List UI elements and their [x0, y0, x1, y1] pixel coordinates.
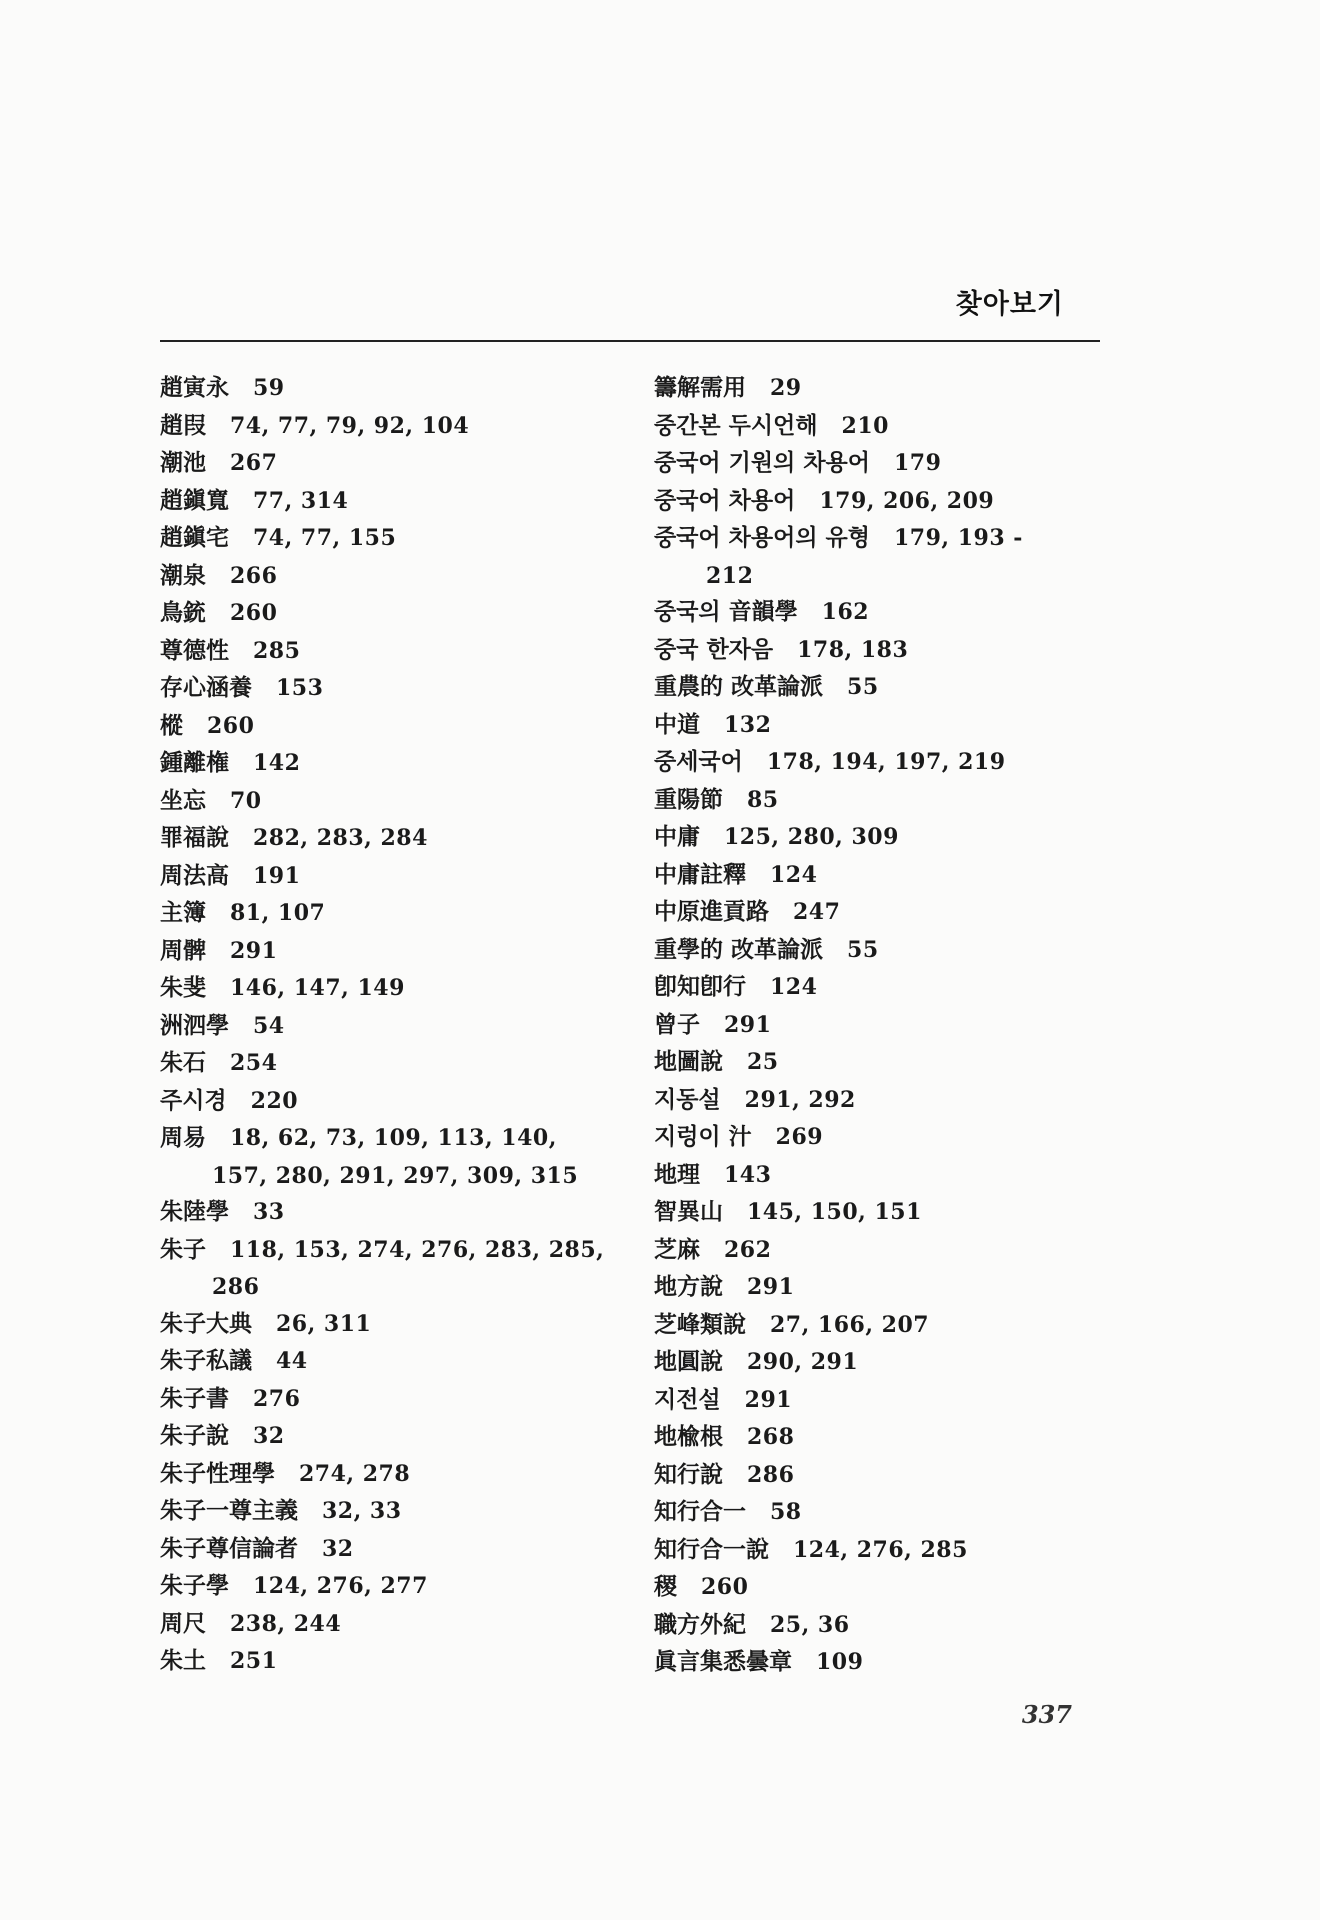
index-term: 主簿 [160, 899, 206, 926]
index-entry [160, 1568, 620, 1606]
index-pages: 145, 150, 151 [747, 1199, 922, 1225]
index-term: 중국의 音韻學 [654, 598, 798, 625]
index-term: 중국어 차용어의 유형 [654, 524, 870, 551]
index-term: 趙鎭寬 [160, 486, 229, 514]
index-term: 중국 한자음 [654, 635, 774, 663]
index-term: 知行合一 [654, 1498, 746, 1525]
index-term: 朱陸學 [160, 1198, 229, 1225]
index-term: 重陽節 [654, 785, 723, 813]
index-term: 鍾離権 [160, 749, 229, 776]
index-pages: 179, 193 - [893, 525, 1023, 551]
index-term: 地理 [654, 1160, 700, 1188]
index-entry [160, 745, 620, 783]
index-term: 鳥銃 [160, 599, 206, 626]
index-term: 地圖說 [654, 1048, 723, 1075]
index-entry [160, 1232, 620, 1306]
index-pages: 291 [747, 1274, 795, 1300]
index-term: 周易 [160, 1124, 206, 1151]
index-pages: 276 [253, 1385, 301, 1412]
index-entry [654, 1007, 1074, 1045]
index-entry [654, 1119, 1074, 1157]
index-term: 芝麻 [654, 1235, 700, 1263]
index-term: 周髀 [160, 936, 206, 964]
index-entry [160, 633, 620, 671]
index-term: 지렁이 汁 [654, 1123, 752, 1150]
index-entry [160, 820, 620, 858]
index-pages: 238, 244 [230, 1610, 342, 1637]
index-pages-continued: 286 [212, 1274, 260, 1300]
index-term: 朱子一尊主義 [160, 1497, 298, 1524]
index-entry [654, 1344, 1074, 1382]
index-entry [654, 782, 1074, 820]
index-term: 知行說 [654, 1460, 723, 1488]
index-entry [160, 1456, 620, 1494]
index-term: 存心涵養 [160, 674, 252, 701]
index-pages-continued: 157, 280, 291, 297, 309, 315 [212, 1162, 579, 1189]
index-entry [654, 1194, 1074, 1232]
index-entry [160, 1008, 620, 1046]
index-term: 趙寅永 [160, 374, 229, 401]
index-entry [654, 1644, 1074, 1682]
index-entry [654, 744, 1074, 782]
index-entry [160, 708, 620, 746]
index-pages: 25, 36 [770, 1611, 850, 1638]
index-pages: 81, 107 [230, 900, 326, 926]
index-term: 重學的 改革論派 [654, 935, 824, 963]
index-entry [160, 595, 620, 633]
index-pages: 55 [847, 936, 879, 963]
index-pages: 27, 166, 207 [770, 1311, 930, 1338]
index-pages: 260 [701, 1574, 749, 1600]
index-term: 朱子書 [160, 1384, 229, 1412]
index-entry [160, 1045, 620, 1083]
index-term: 地圓說 [654, 1348, 723, 1375]
index-term: 周法高 [160, 861, 229, 889]
index-term: 智異山 [654, 1198, 723, 1225]
index-entry [160, 933, 620, 971]
index-pages: 85 [747, 786, 779, 813]
index-term: 職方外紀 [654, 1610, 746, 1638]
index-term: 朱子說 [160, 1422, 229, 1449]
index-pages: 153 [276, 675, 324, 701]
index-entry [160, 1418, 620, 1456]
index-term: 朱石 [160, 1049, 206, 1076]
index-entry [654, 1269, 1074, 1307]
index-term: 籌解需用 [654, 374, 746, 401]
index-entry [654, 1419, 1074, 1457]
index-entry [160, 1194, 620, 1232]
index-term: 地方說 [654, 1273, 723, 1300]
index-entry [160, 1531, 620, 1569]
index-pages: 268 [747, 1424, 795, 1450]
index-pages: 54 [253, 1012, 285, 1039]
index-term: 朱土 [160, 1647, 206, 1674]
index-entry [654, 1569, 1074, 1607]
index-term: 朱子大典 [160, 1309, 252, 1337]
index-entry [654, 1044, 1074, 1082]
index-term: 重農的 改革論派 [654, 673, 824, 700]
index-pages: 290, 291 [747, 1349, 859, 1375]
index-term: 중간본 두시언해 [654, 411, 818, 439]
index-pages: 267 [230, 450, 278, 476]
index-entry [654, 1382, 1074, 1420]
index-pages: 26, 311 [276, 1310, 372, 1337]
index-entry [654, 857, 1074, 895]
index-term: 주시경 [160, 1086, 227, 1114]
index-entry [654, 969, 1074, 1007]
index-pages: 274, 278 [299, 1460, 411, 1487]
index-pages: 44 [276, 1348, 308, 1374]
index-pages: 132 [724, 711, 772, 738]
index-entry [160, 783, 620, 821]
index-term: 朱子 [160, 1235, 206, 1263]
index-pages: 266 [230, 562, 278, 589]
index-pages: 291 [724, 1011, 772, 1038]
header-rule [160, 340, 1100, 342]
index-pages: 291, 292 [744, 1086, 856, 1113]
index-pages: 269 [775, 1124, 824, 1150]
index-term: 潮池 [160, 449, 206, 476]
index-pages: 254 [230, 1050, 278, 1076]
index-entry [160, 1306, 620, 1344]
index-entry [654, 1307, 1074, 1345]
index-pages: 260 [230, 600, 278, 626]
index-entry [160, 670, 620, 708]
index-entry [654, 1532, 1074, 1570]
index-term: 卽知卽行 [654, 973, 746, 1000]
index-pages: 179 [893, 450, 942, 476]
index-term: 中庸 [654, 823, 700, 850]
index-term: 지동설 [654, 1085, 721, 1113]
index-entry [654, 669, 1074, 707]
index-term: 趙鎭宅 [160, 524, 229, 551]
index-term: 趙叚 [160, 411, 206, 439]
index-entry [654, 520, 1074, 594]
index-term: 眞言集悉曇章 [654, 1648, 792, 1675]
index-entry [654, 1232, 1074, 1270]
index-entry [654, 1082, 1074, 1120]
index-term: 中道 [654, 710, 700, 738]
index-entry [654, 1607, 1074, 1645]
index-pages: 282, 283, 284 [253, 825, 428, 851]
index-pages: 262 [724, 1236, 772, 1263]
index-term: 潮泉 [160, 561, 206, 589]
index-pages: 77, 314 [253, 487, 349, 514]
index-term: 周尺 [160, 1609, 206, 1637]
index-pages: 146, 147, 149 [230, 975, 405, 1001]
index-pages: 74, 77, 79, 92, 104 [230, 412, 470, 439]
index-entry [160, 1343, 620, 1381]
index-pages: 260 [207, 712, 255, 739]
index-pages: 291 [230, 937, 278, 964]
index-term: 中庸註釋 [654, 860, 746, 888]
index-entry [654, 445, 1074, 483]
index-term: 中原進貢路 [654, 898, 769, 925]
index-entry [654, 819, 1074, 857]
index-pages: 32 [322, 1535, 354, 1562]
index-entry [160, 1120, 620, 1194]
index-column-right [654, 370, 1074, 1682]
index-pages: 210 [841, 412, 889, 439]
index-entry [160, 558, 620, 596]
index-term: 중국어 기원의 차용어 [654, 449, 870, 476]
index-entry [654, 707, 1074, 745]
index-pages: 109 [816, 1649, 864, 1675]
index-entry [654, 370, 1074, 408]
index-pages: 70 [230, 787, 262, 814]
index-entry [160, 408, 620, 446]
index-pages: 251 [230, 1648, 278, 1674]
index-entry [160, 1606, 620, 1644]
index-pages: 247 [793, 899, 841, 925]
index-column-left [160, 370, 620, 1681]
index-pages: 32 [253, 1423, 285, 1449]
index-pages: 178, 194, 197, 219 [766, 749, 1006, 775]
index-entry [160, 858, 620, 896]
index-term: 尊德性 [160, 636, 229, 664]
index-entry [654, 408, 1074, 446]
index-term: 洲泗學 [160, 1011, 229, 1039]
index-pages: 118, 153, 274, 276, 283, 285, [230, 1236, 605, 1263]
index-entry [160, 370, 620, 408]
running-head: 찾아보기 [955, 289, 1064, 320]
index-pages: 124, 276, 285 [793, 1536, 968, 1563]
index-term: 曾子 [654, 1010, 700, 1038]
index-pages: 29 [770, 375, 802, 401]
index-pages: 124 [770, 861, 818, 888]
index-pages: 18, 62, 73, 109, 113, 140, [230, 1125, 557, 1151]
index-term: 朱斐 [160, 974, 206, 1001]
index-pages: 285 [253, 637, 301, 664]
index-entry [160, 445, 620, 483]
index-pages: 179, 206, 209 [819, 487, 995, 514]
index-pages: 59 [253, 375, 285, 401]
index-term: 朱子私議 [160, 1347, 252, 1374]
index-pages: 74, 77, 155 [253, 525, 397, 551]
index-entry [654, 594, 1074, 632]
index-pages: 178, 183 [797, 636, 909, 663]
index-term: 朱子學 [160, 1572, 229, 1599]
index-entry [160, 520, 620, 558]
index-pages: 162 [821, 599, 870, 625]
index-pages: 55 [847, 674, 879, 700]
index-term: 坐忘 [160, 786, 206, 814]
index-term: 중국어 차용어 [654, 486, 796, 514]
index-pages: 124 [770, 974, 818, 1000]
index-pages: 32, 33 [322, 1498, 402, 1524]
index-entry [160, 1381, 620, 1419]
index-pages: 191 [253, 862, 301, 889]
index-pages: 58 [770, 1499, 802, 1525]
index-entry [654, 632, 1074, 670]
index-pages: 142 [253, 750, 301, 776]
index-pages: 33 [253, 1199, 285, 1225]
index-term: 地楡根 [654, 1423, 723, 1450]
index-entry [654, 1157, 1074, 1195]
index-pages: 220 [250, 1087, 299, 1114]
index-term: 지전설 [654, 1385, 721, 1413]
index-entry [160, 1493, 620, 1531]
index-pages-continued: 212 [706, 562, 754, 589]
index-entry [160, 1083, 620, 1121]
index-term: 朱子尊信論者 [160, 1534, 298, 1562]
index-term: 중세국어 [654, 748, 743, 775]
index-entry [654, 1494, 1074, 1532]
index-pages: 286 [747, 1461, 795, 1488]
index-entry [654, 483, 1074, 521]
index-entry [160, 970, 620, 1008]
index-entry [654, 894, 1074, 932]
index-pages: 143 [724, 1161, 772, 1188]
index-term: 芝峰類說 [654, 1310, 746, 1338]
index-term: 知行合一說 [654, 1535, 769, 1563]
index-pages: 25 [747, 1049, 779, 1075]
index-pages: 124, 276, 277 [253, 1573, 428, 1599]
index-term: 罪福說 [160, 824, 229, 851]
index-term: 朱子性理學 [160, 1459, 275, 1487]
index-entry [654, 932, 1074, 970]
index-entry [160, 1643, 620, 1681]
index-entry [654, 1457, 1074, 1495]
index-term: 樅 [160, 711, 183, 739]
index-pages: 291 [744, 1386, 793, 1413]
index-entry [160, 483, 620, 521]
index-entry [160, 895, 620, 933]
index-term: 稷 [654, 1573, 677, 1600]
index-pages: 125, 280, 309 [724, 824, 899, 850]
page-number: 337 [1021, 1700, 1072, 1729]
